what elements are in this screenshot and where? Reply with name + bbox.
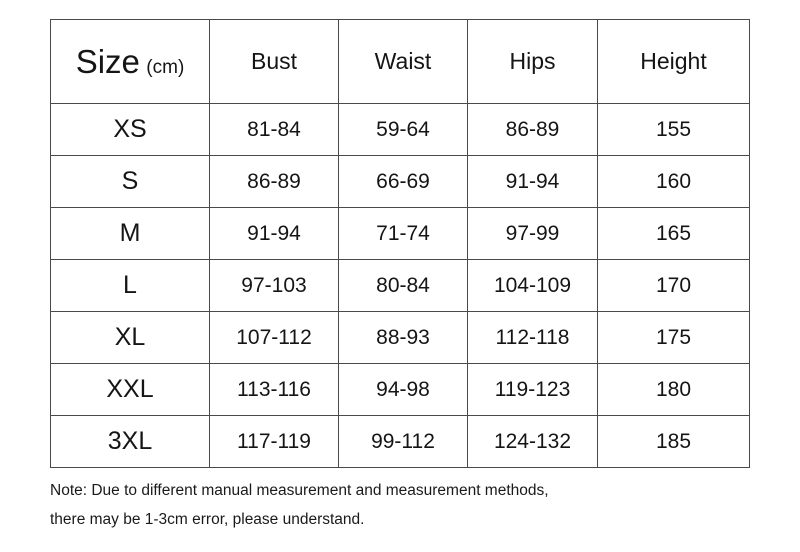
- table-row: [51, 104, 750, 156]
- hips-cell: 104-109: [468, 260, 598, 312]
- waist-cell: 99-112: [339, 416, 468, 468]
- header-size: [51, 20, 210, 104]
- bust-cell: 97-103: [210, 260, 339, 312]
- waist-cell: 94-98: [339, 364, 468, 416]
- table-row: [51, 312, 750, 364]
- measurement-note-line-2: there may be 1-3cm error, please understand.: [50, 511, 365, 528]
- height-cell: 155: [598, 104, 750, 156]
- table-row: [51, 416, 750, 468]
- header-size-unit: (cm): [146, 56, 185, 78]
- hips-cell: 112-118: [468, 312, 598, 364]
- size-cell: XL: [51, 312, 210, 364]
- waist-cell: 71-74: [339, 208, 468, 260]
- height-cell: 160: [598, 156, 750, 208]
- header-hips: Hips: [468, 20, 598, 104]
- hips-cell: 86-89: [468, 104, 598, 156]
- hips-cell: 97-99: [468, 208, 598, 260]
- bust-cell: 117-119: [210, 416, 339, 468]
- hips-cell: 91-94: [468, 156, 598, 208]
- size-cell: S: [51, 156, 210, 208]
- table-header-row: [51, 20, 750, 104]
- bust-cell: 86-89: [210, 156, 339, 208]
- height-cell: 180: [598, 364, 750, 416]
- waist-cell: 80-84: [339, 260, 468, 312]
- size-cell: L: [51, 260, 210, 312]
- height-cell: 175: [598, 312, 750, 364]
- bust-cell: 91-94: [210, 208, 339, 260]
- size-cell: M: [51, 208, 210, 260]
- waist-cell: 88-93: [339, 312, 468, 364]
- size-cell: XXL: [51, 364, 210, 416]
- table-row: [51, 208, 750, 260]
- header-bust: Bust: [210, 20, 339, 104]
- size-chart-table: [50, 19, 750, 468]
- table-row: [51, 156, 750, 208]
- measurement-note-line-1: Note: Due to different manual measurement and measurement methods,: [50, 482, 549, 499]
- height-cell: 165: [598, 208, 750, 260]
- bust-cell: 113-116: [210, 364, 339, 416]
- waist-cell: 59-64: [339, 104, 468, 156]
- table-row: [51, 364, 750, 416]
- hips-cell: 124-132: [468, 416, 598, 468]
- header-waist: Waist: [339, 20, 468, 104]
- height-cell: 170: [598, 260, 750, 312]
- waist-cell: 66-69: [339, 156, 468, 208]
- height-cell: 185: [598, 416, 750, 468]
- size-cell: 3XL: [51, 416, 210, 468]
- header-size-label: Size: [75, 42, 140, 80]
- bust-cell: 107-112: [210, 312, 339, 364]
- header-height: Height: [598, 20, 750, 104]
- hips-cell: 119-123: [468, 364, 598, 416]
- table-row: [51, 260, 750, 312]
- bust-cell: 81-84: [210, 104, 339, 156]
- size-cell: XS: [51, 104, 210, 156]
